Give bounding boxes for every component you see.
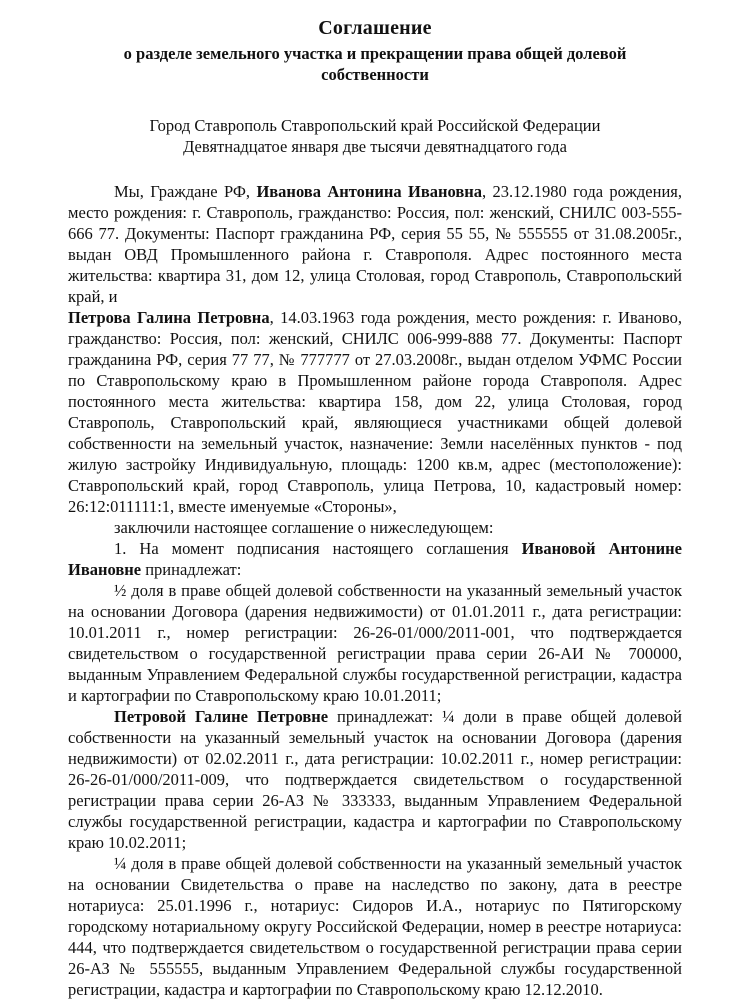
share-two-text: доли в праве общей долевой собственности на указанный земельный участок на основании Договора (дарения недвижимости) от 02.02.2011 г., дата регистрации: 10.02.2011 г., номер регистрации: 26-26-01/000/2011-009, что подтверждается свидетельством о государственной регистрации права серии 26-АЗ № 333333, выданным Управлением Федеральной службы государственной регистрации, кадастра и картографии по Ставропольскому краю 10.02.2011; xyxy=(68,707,683,852)
party-two-details: , 14.03.1963 года рождения, место рождения: г. Иваново, гражданство: Россия, пол: женский, СНИЛС 006-999-888 77. Документы: Паспорт гражданина РФ, серия 77 77, № 777777 от 27.03.2008г., выдан отделом УФМС России по Ставропольскому краю в Промышленном районе города Ставрополя. Адрес постоянного места жительства: квартира 158, дом 22, улица Столовая, город Ставрополь, Ставропольский край, являющиеся участниками общей долевой собственности на земельный участок, назначение: Земли населённых пунктов - под жилую застройку Индивидуальную, площадь: 1200 кв.м, адрес (местоположение): Ставропольский край, город Ставрополь, улица Петрова, 10, кадастровый номер: 26:12:011111:1, вместе именуемые «Стороны», xyxy=(68,308,682,516)
paragraph-share-three xyxy=(68,853,682,1000)
party-one-name: Иванова Антонина Ивановна xyxy=(256,182,483,201)
share-three-fraction: ¼ xyxy=(114,854,127,873)
paragraph-party-one xyxy=(68,181,682,307)
paragraph-party-two xyxy=(68,307,682,517)
date-line: Девятнадцатое января две тысячи девятнадцатого года xyxy=(183,137,567,156)
paragraph-agreement-line xyxy=(68,517,682,538)
place-line: Город Ставрополь Ставропольский край Российской Федерации xyxy=(149,116,601,135)
share-two-prefix: принадлежат: xyxy=(328,707,443,726)
share-two-fraction: ¼ xyxy=(442,707,455,726)
clause-one-number: 1. На момент подписания настоящего соглашения xyxy=(114,539,522,558)
document-body xyxy=(68,181,682,1000)
party-two-name: Петрова Галина Петровна xyxy=(68,308,270,327)
document-subtitle: о разделе земельного участка и прекращении права общей долевой собственности xyxy=(123,44,627,84)
paragraph-share-two xyxy=(68,706,682,853)
place-and-date-block xyxy=(68,115,682,157)
parties-intro-prefix: Мы, Граждане РФ, xyxy=(114,182,257,201)
paragraph-share-one xyxy=(68,580,682,706)
document-title: Соглашение xyxy=(318,17,432,39)
share-three-text: доля в праве общей долевой собственности на указанный земельный участок на основании Свидетельства о праве на наследство по закону, дата в реестре нотариуса: 25.01.1996 г., нотариус: Сидоров И.А., нотариус по Пятигорскому городскому нотариальному округу Российской Федерации, номер в реестре нотариуса: 444, что подтверждается свидетельством о государственной регистрации права серии 26-АЗ № 555555, выданным Управлением Федеральной службы государственной регистрации, кадастра и картографии по Ставропольскому краю 12.12.2010. xyxy=(68,854,682,999)
paragraph-clause-one-heading xyxy=(68,538,682,580)
share-one-text: доля в праве общей долевой собственности на указанный земельный участок на основании Договора (дарения недвижимости) от 01.01.2011 г., дата регистрации: 10.01.2011 г., номер регистрации: 26-26-01/000/2011-001, что подтверждается свидетельством о государственной регистрации права серии 26-АИ № 700000, выданным Управлением Федеральной службы государственной регистрации, кадастра и картографии по Ставропольскому краю 10.01.2011; xyxy=(68,581,682,705)
clause-one-owner-name: Ивановой Антонине Ивановне xyxy=(68,539,682,579)
share-two-owner-name: Петровой Галине Петровне xyxy=(114,707,329,726)
clause-one-owner-suffix: принадлежат: xyxy=(141,560,242,579)
party-one-details: , 23.12.1980 года рождения, место рождения: г. Ставрополь, гражданство: Россия, пол: женский, СНИЛС 003-555-666 77. Документы: Паспорт гражданина РФ, серия 55 55, № 555555 от 31.08.2005г., выдан ОВД Промышленного района г. Ставрополя. Адрес постоянного места жительства: квартира 31, дом 12, улица Столовая, город Ставрополь, Ставропольский край, и xyxy=(68,182,682,306)
share-one-fraction: ½ xyxy=(114,581,127,600)
agreement-line-text: заключили настоящее соглашение о нижеследующем: xyxy=(114,518,494,537)
